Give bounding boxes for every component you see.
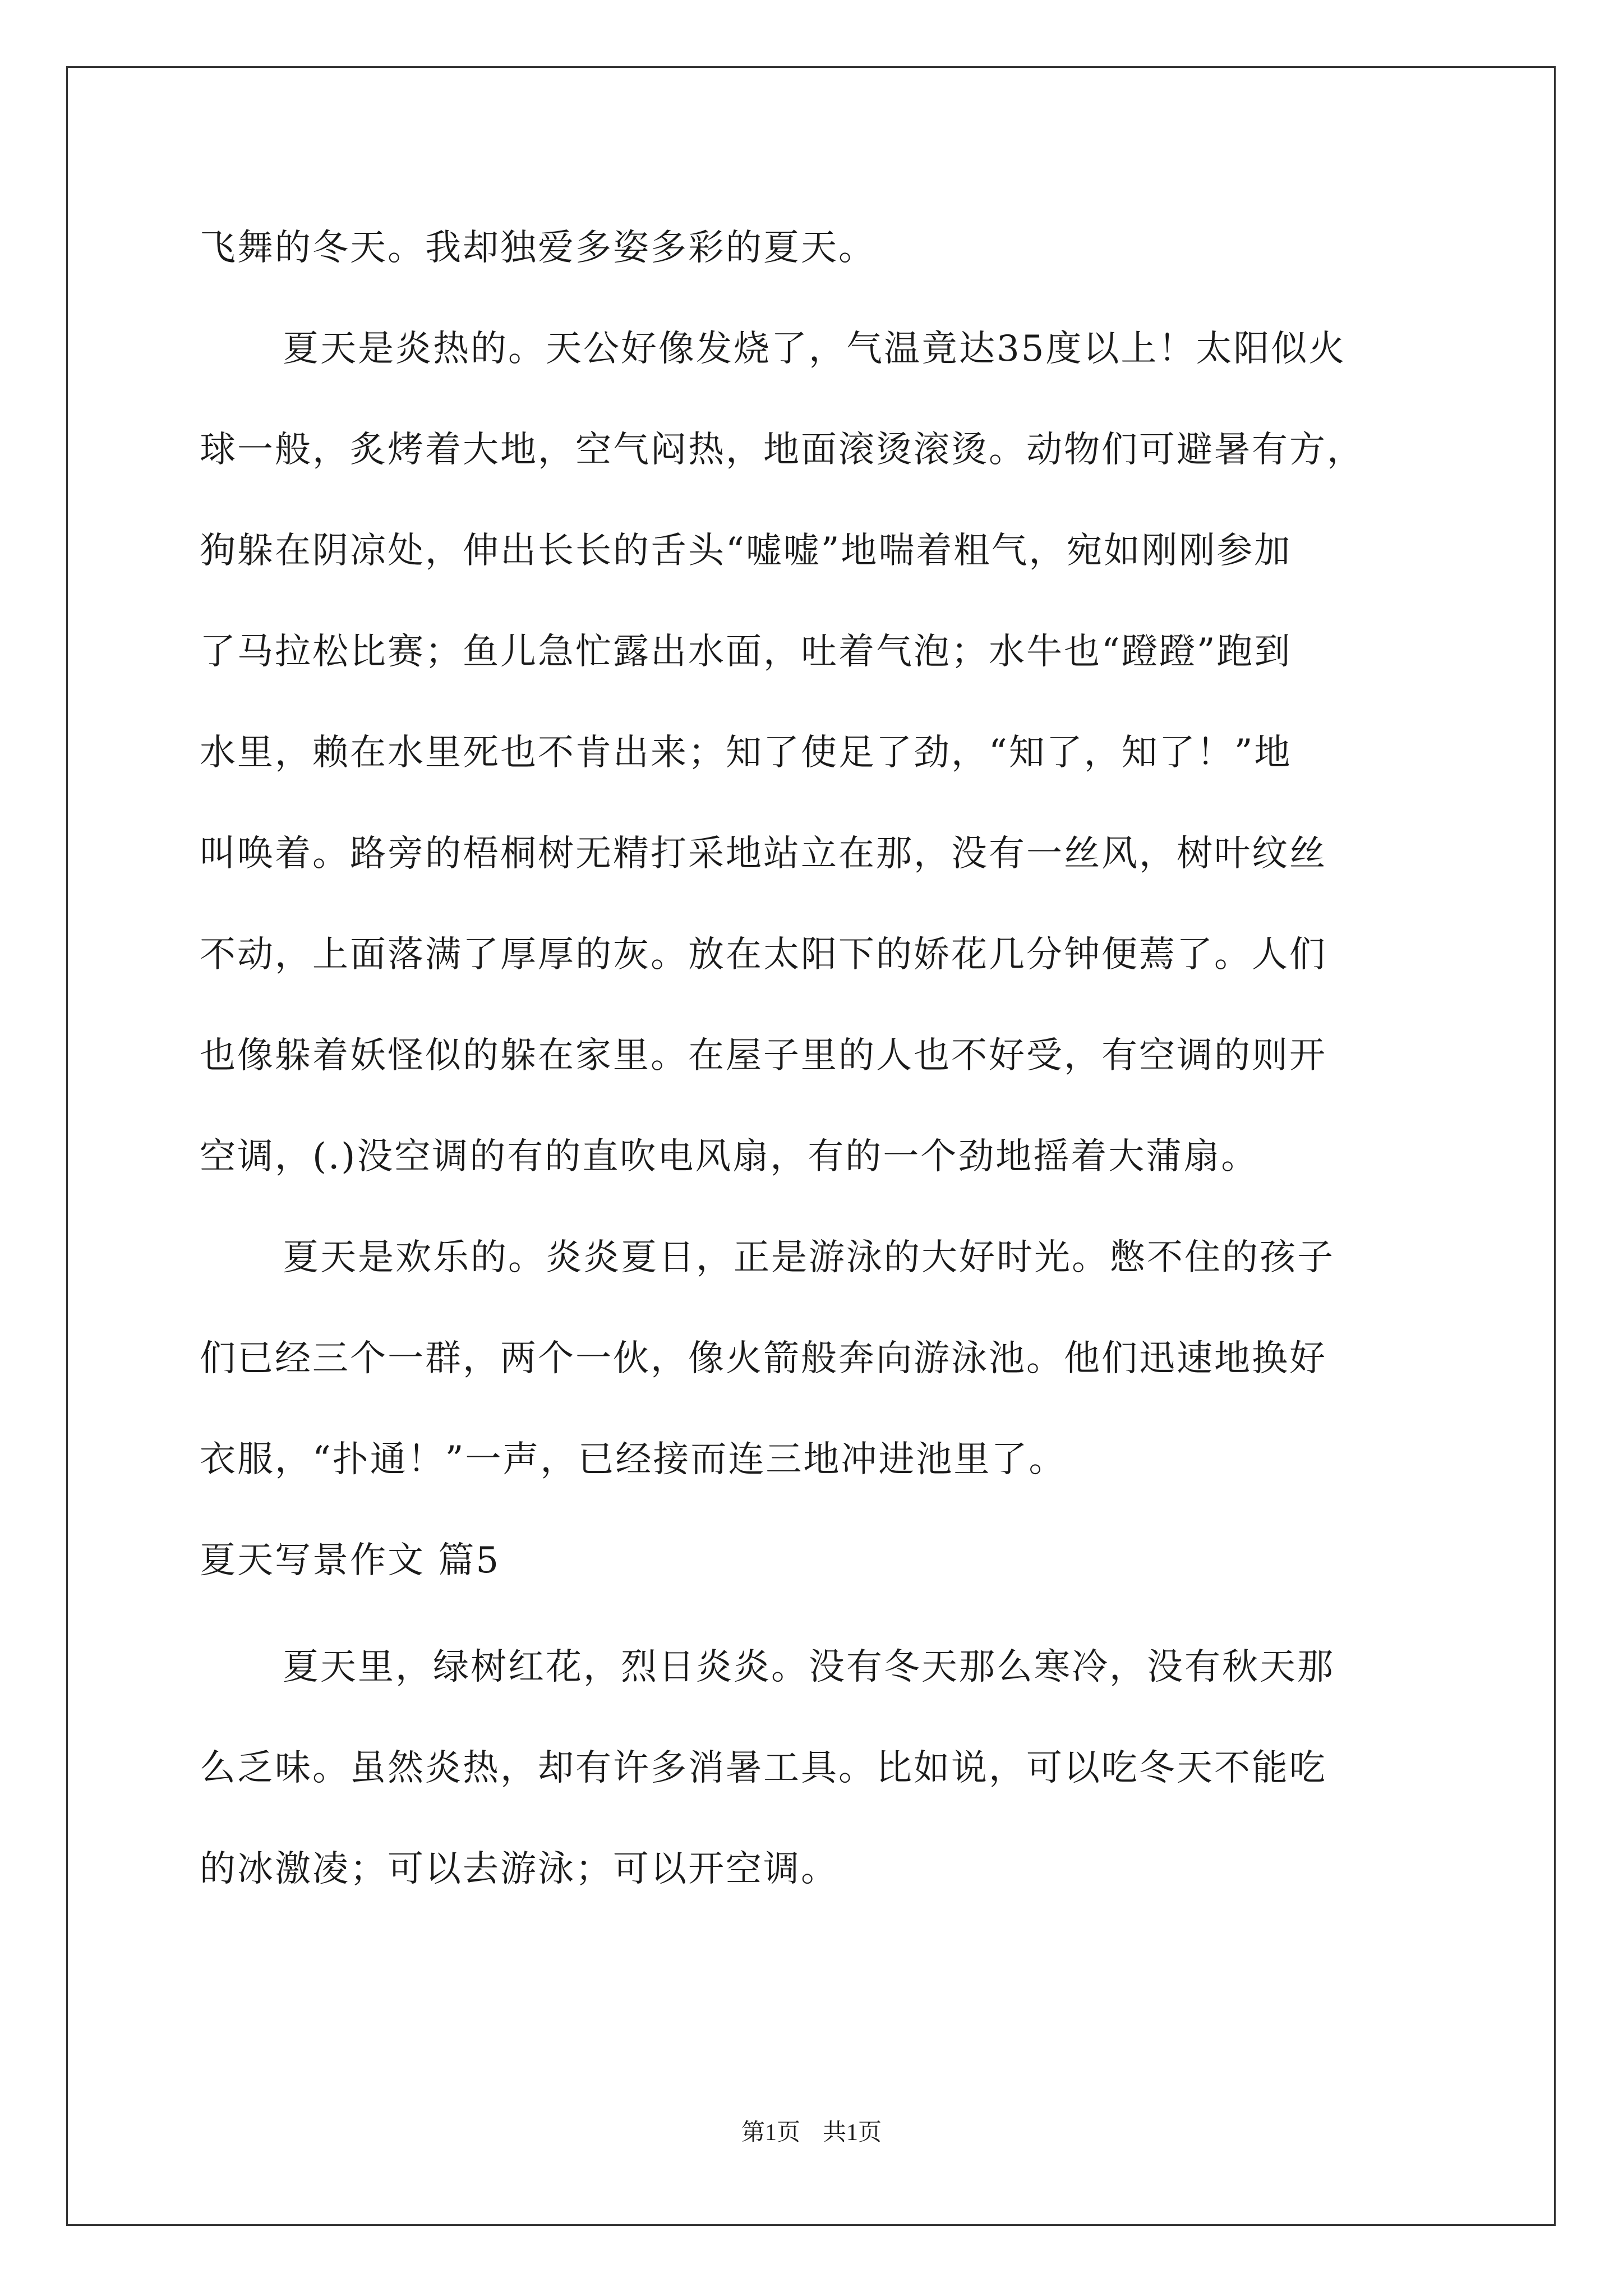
text-line: 球一般，炙烤着大地，空气闷热，地面滚烫滚烫。动物们可避暑有方， xyxy=(200,429,1364,471)
paragraph-start-line: 夏天里，绿树红花，烈日炎炎。没有冬天那么寒冷，没有秋天那 xyxy=(283,1646,1335,1688)
text-line: 飞舞的冬天。我却独爱多姿多彩的夏天。 xyxy=(200,227,876,269)
page-number-total: 共1页 xyxy=(823,2120,882,2146)
paragraph-start-line: 夏天是欢乐的。炎炎夏日，正是游泳的大好时光。憋不住的孩子 xyxy=(283,1237,1335,1278)
text-line: 不动，上面落满了厚厚的灰。放在太阳下的娇花几分钟便蔫了。人们 xyxy=(200,934,1327,976)
section-heading: 夏天写景作文 篇5 xyxy=(200,1540,501,1581)
text-line: 水里，赖在水里死也不肯出来；知了使足了劲，“知了，知了！”地 xyxy=(200,732,1292,774)
paragraph-start-line: 夏天是炎热的。天公好像发烧了，气温竟达35度以上！太阳似火 xyxy=(283,328,1347,370)
text-line: 衣服，“扑通！”一声，已经接而连三地冲进池里了。 xyxy=(200,1439,1067,1480)
text-line: 也像躲着妖怪似的躲在家里。在屋子里的人也不好受，有空调的则开 xyxy=(200,1035,1327,1076)
document-body xyxy=(200,213,1450,1935)
text-line: 叫唤着。路旁的梧桐树无精打采地站立在那，没有一丝风，树叶纹丝 xyxy=(200,833,1327,875)
text-line: 么乏味。虽然炎热，却有许多消暑工具。比如说，可以吃冬天不能吃 xyxy=(200,1747,1327,1789)
page-number-current: 第1页 xyxy=(741,2120,800,2146)
text-line: 的冰激凌；可以去游泳；可以开空调。 xyxy=(200,1848,838,1890)
text-line: 了马拉松比赛；鱼儿急忙露出水面，吐着气泡；水牛也“蹬蹬”跑到 xyxy=(200,631,1292,673)
text-line: 们已经三个一群，两个一伙，像火箭般奔向游泳池。他们迅速地换好 xyxy=(200,1338,1327,1379)
page-footer xyxy=(0,2116,1623,2150)
text-line: 空调，(.)没空调的有的直吹电风扇，有的一个劲地摇着大蒲扇。 xyxy=(200,1136,1259,1177)
text-line: 狗躲在阴凉处，伸出长长的舌头“嘘嘘”地喘着粗气，宛如刚刚参加 xyxy=(200,530,1292,572)
